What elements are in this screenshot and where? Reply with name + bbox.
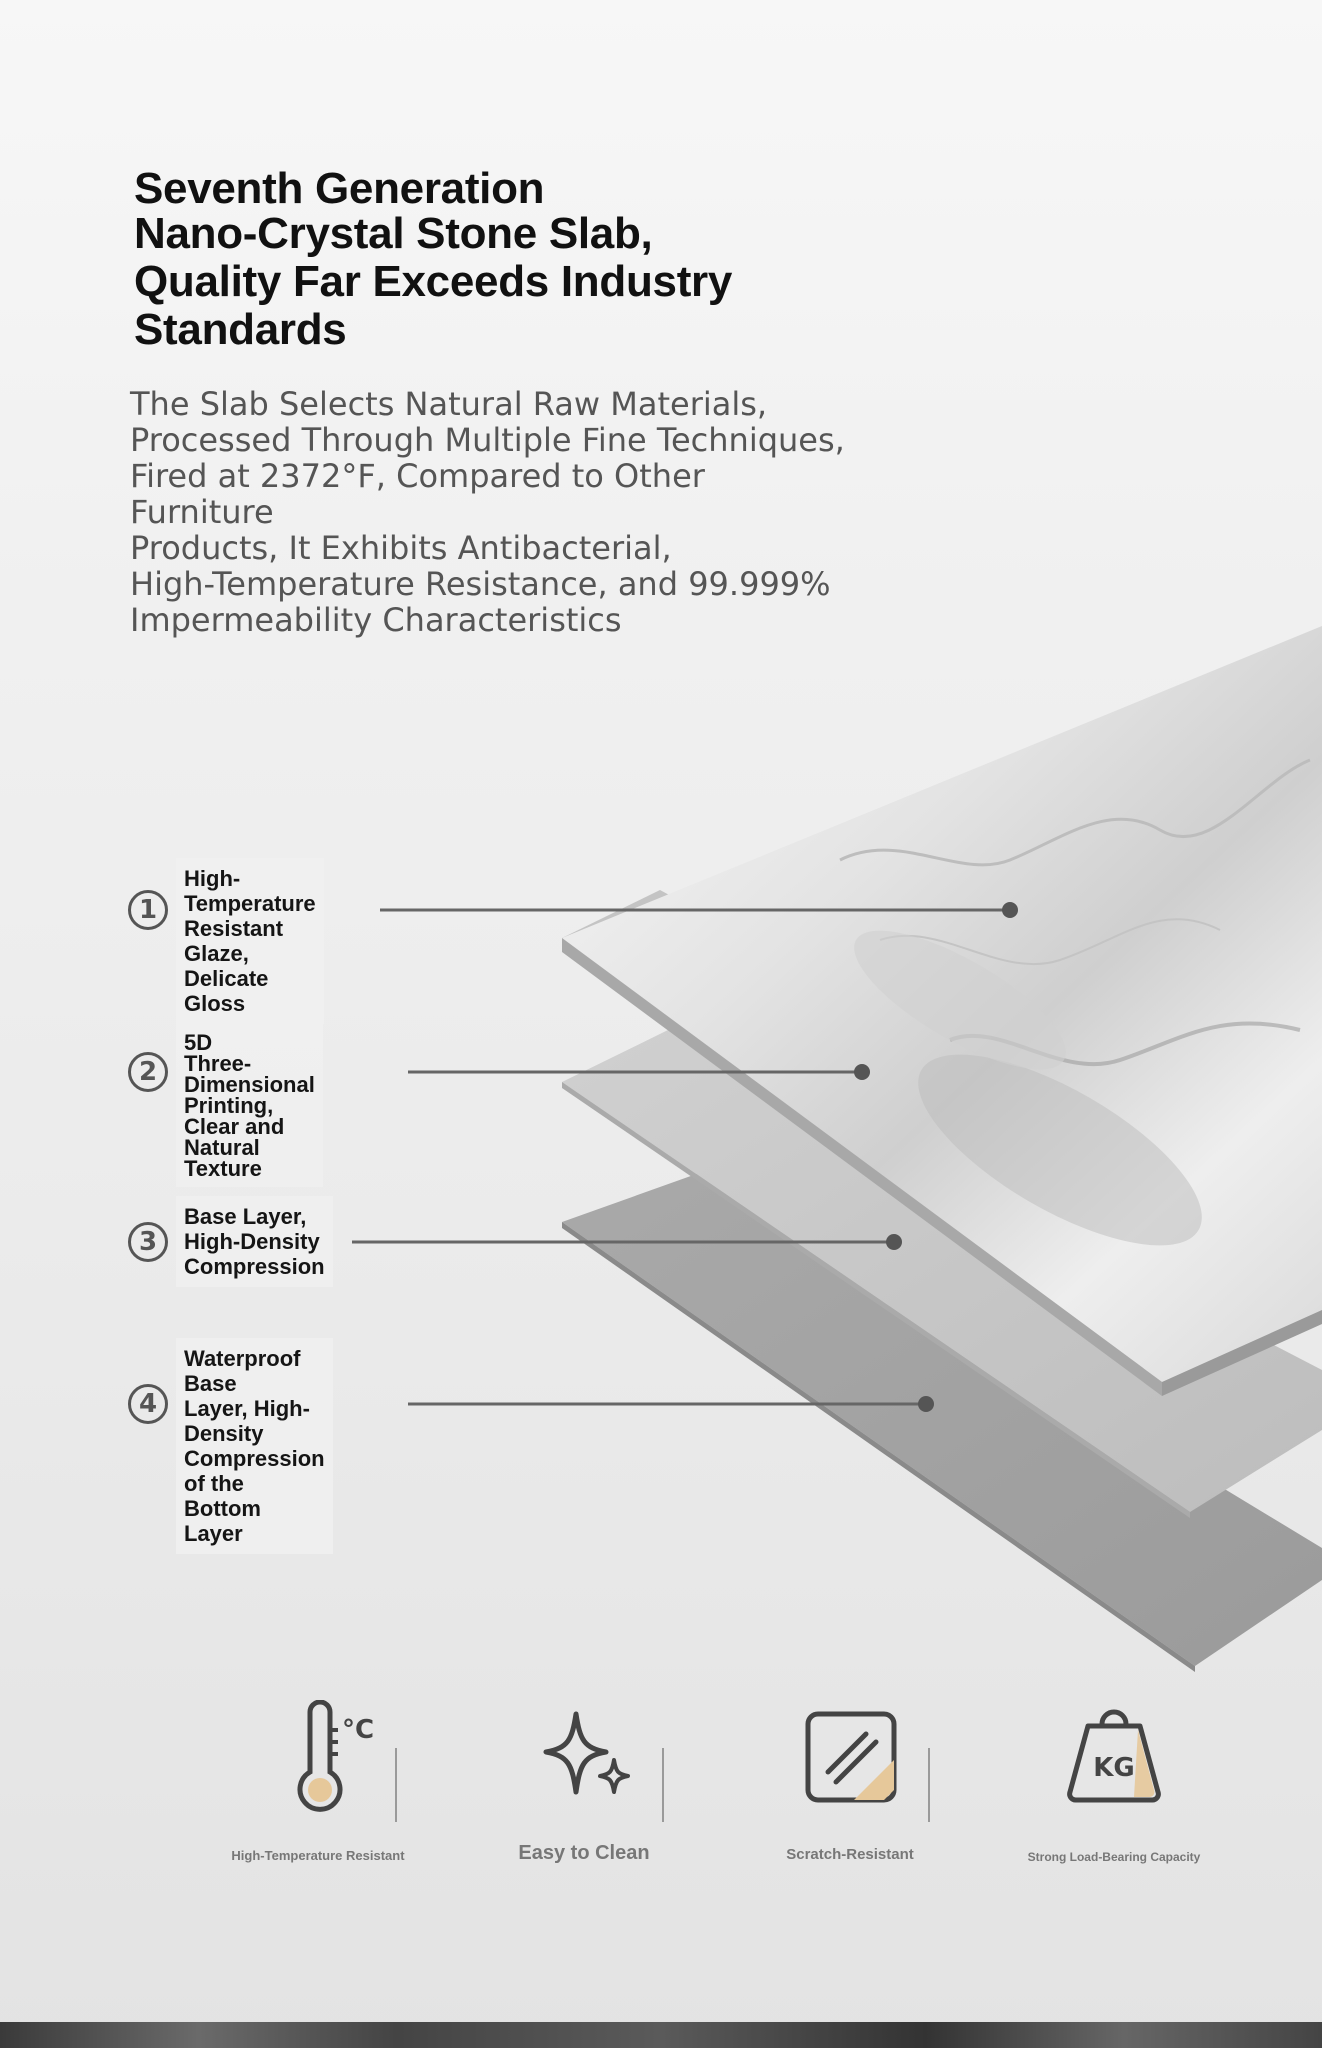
- layer-callout-1: [128, 866, 316, 1016]
- number-badge: 2: [128, 1052, 168, 1092]
- callout-label: [176, 1196, 333, 1287]
- description-line: Fired at 2372°F, Compared to Other Furniture: [130, 457, 705, 531]
- feature-row: [168, 1700, 1201, 1890]
- headline-line: Seventh Generation: [134, 164, 545, 213]
- headline-line: Nano-Crystal Stone Slab,: [134, 209, 653, 258]
- scratch-square-icon: [790, 1700, 910, 1820]
- feature-divider: [928, 1748, 930, 1822]
- feature-divider: [395, 1748, 397, 1822]
- callout-label: [176, 858, 324, 1024]
- marble-footer-strip: [0, 2022, 1322, 2048]
- callout-line: Base Layer,: [184, 1204, 307, 1229]
- callout-line: High-Density: [184, 1229, 320, 1254]
- description-line: The Slab Selects Natural Raw Materials,: [130, 385, 768, 423]
- callout-line: Printing, Clear and: [184, 1093, 285, 1139]
- callout-line: Bottom Layer: [184, 1496, 261, 1546]
- feature-easy-clean: [464, 1700, 704, 1890]
- callout-label: [176, 1024, 323, 1187]
- thermometer-icon: [258, 1700, 378, 1820]
- feature-high-temperature: [198, 1700, 438, 1890]
- weight-kg-icon: [1054, 1700, 1174, 1820]
- feature-scratch-resistant: [730, 1700, 970, 1890]
- description-line: High-Temperature Resistance, and 99.999%: [130, 565, 831, 603]
- kg-unit: KG: [1093, 1753, 1135, 1783]
- callout-line: Delicate Gloss: [184, 966, 269, 1016]
- feature-label: High-Temperature Resistant: [231, 1848, 405, 1863]
- callout-line: Three-Dimensional: [184, 1051, 315, 1097]
- description-line: Impermeability Characteristics: [130, 601, 622, 639]
- feature-label: Strong Load-Bearing Capacity: [1027, 1850, 1201, 1864]
- feature-load-bearing: [994, 1700, 1234, 1890]
- layer-callout-4: [128, 1346, 325, 1546]
- feature-label: Scratch-Resistant: [786, 1846, 914, 1863]
- feature-label: Easy to Clean: [518, 1842, 650, 1864]
- sparkle-icon: [524, 1700, 644, 1820]
- callout-line: High-Temperature: [184, 866, 316, 916]
- headline-line: Standards: [134, 305, 347, 354]
- description-line: Products, It Exhibits Antibacterial,: [130, 529, 672, 567]
- layer-callout-3: [128, 1204, 325, 1279]
- headline-line: Quality Far Exceeds Industry: [134, 257, 733, 306]
- layer-callout-2: [128, 1030, 315, 1181]
- callout-line: Layer, High-Density: [184, 1396, 310, 1446]
- callout-line: 5D: [184, 1030, 213, 1055]
- number-badge: 3: [128, 1222, 168, 1262]
- description-line: Processed Through Multiple Fine Techniques,: [130, 421, 845, 459]
- number-badge: 1: [128, 890, 168, 930]
- feature-divider: [662, 1748, 664, 1822]
- callout-line: Compression of the: [184, 1446, 325, 1496]
- callout-label: [176, 1338, 333, 1554]
- callout-line: Waterproof Base: [184, 1346, 301, 1396]
- callout-line: Compression: [184, 1254, 325, 1279]
- celsius-unit: °C: [342, 1715, 375, 1745]
- callout-line: Resistant Glaze,: [184, 916, 284, 966]
- callout-line: Natural Texture: [184, 1135, 262, 1181]
- number-badge: 4: [128, 1384, 168, 1424]
